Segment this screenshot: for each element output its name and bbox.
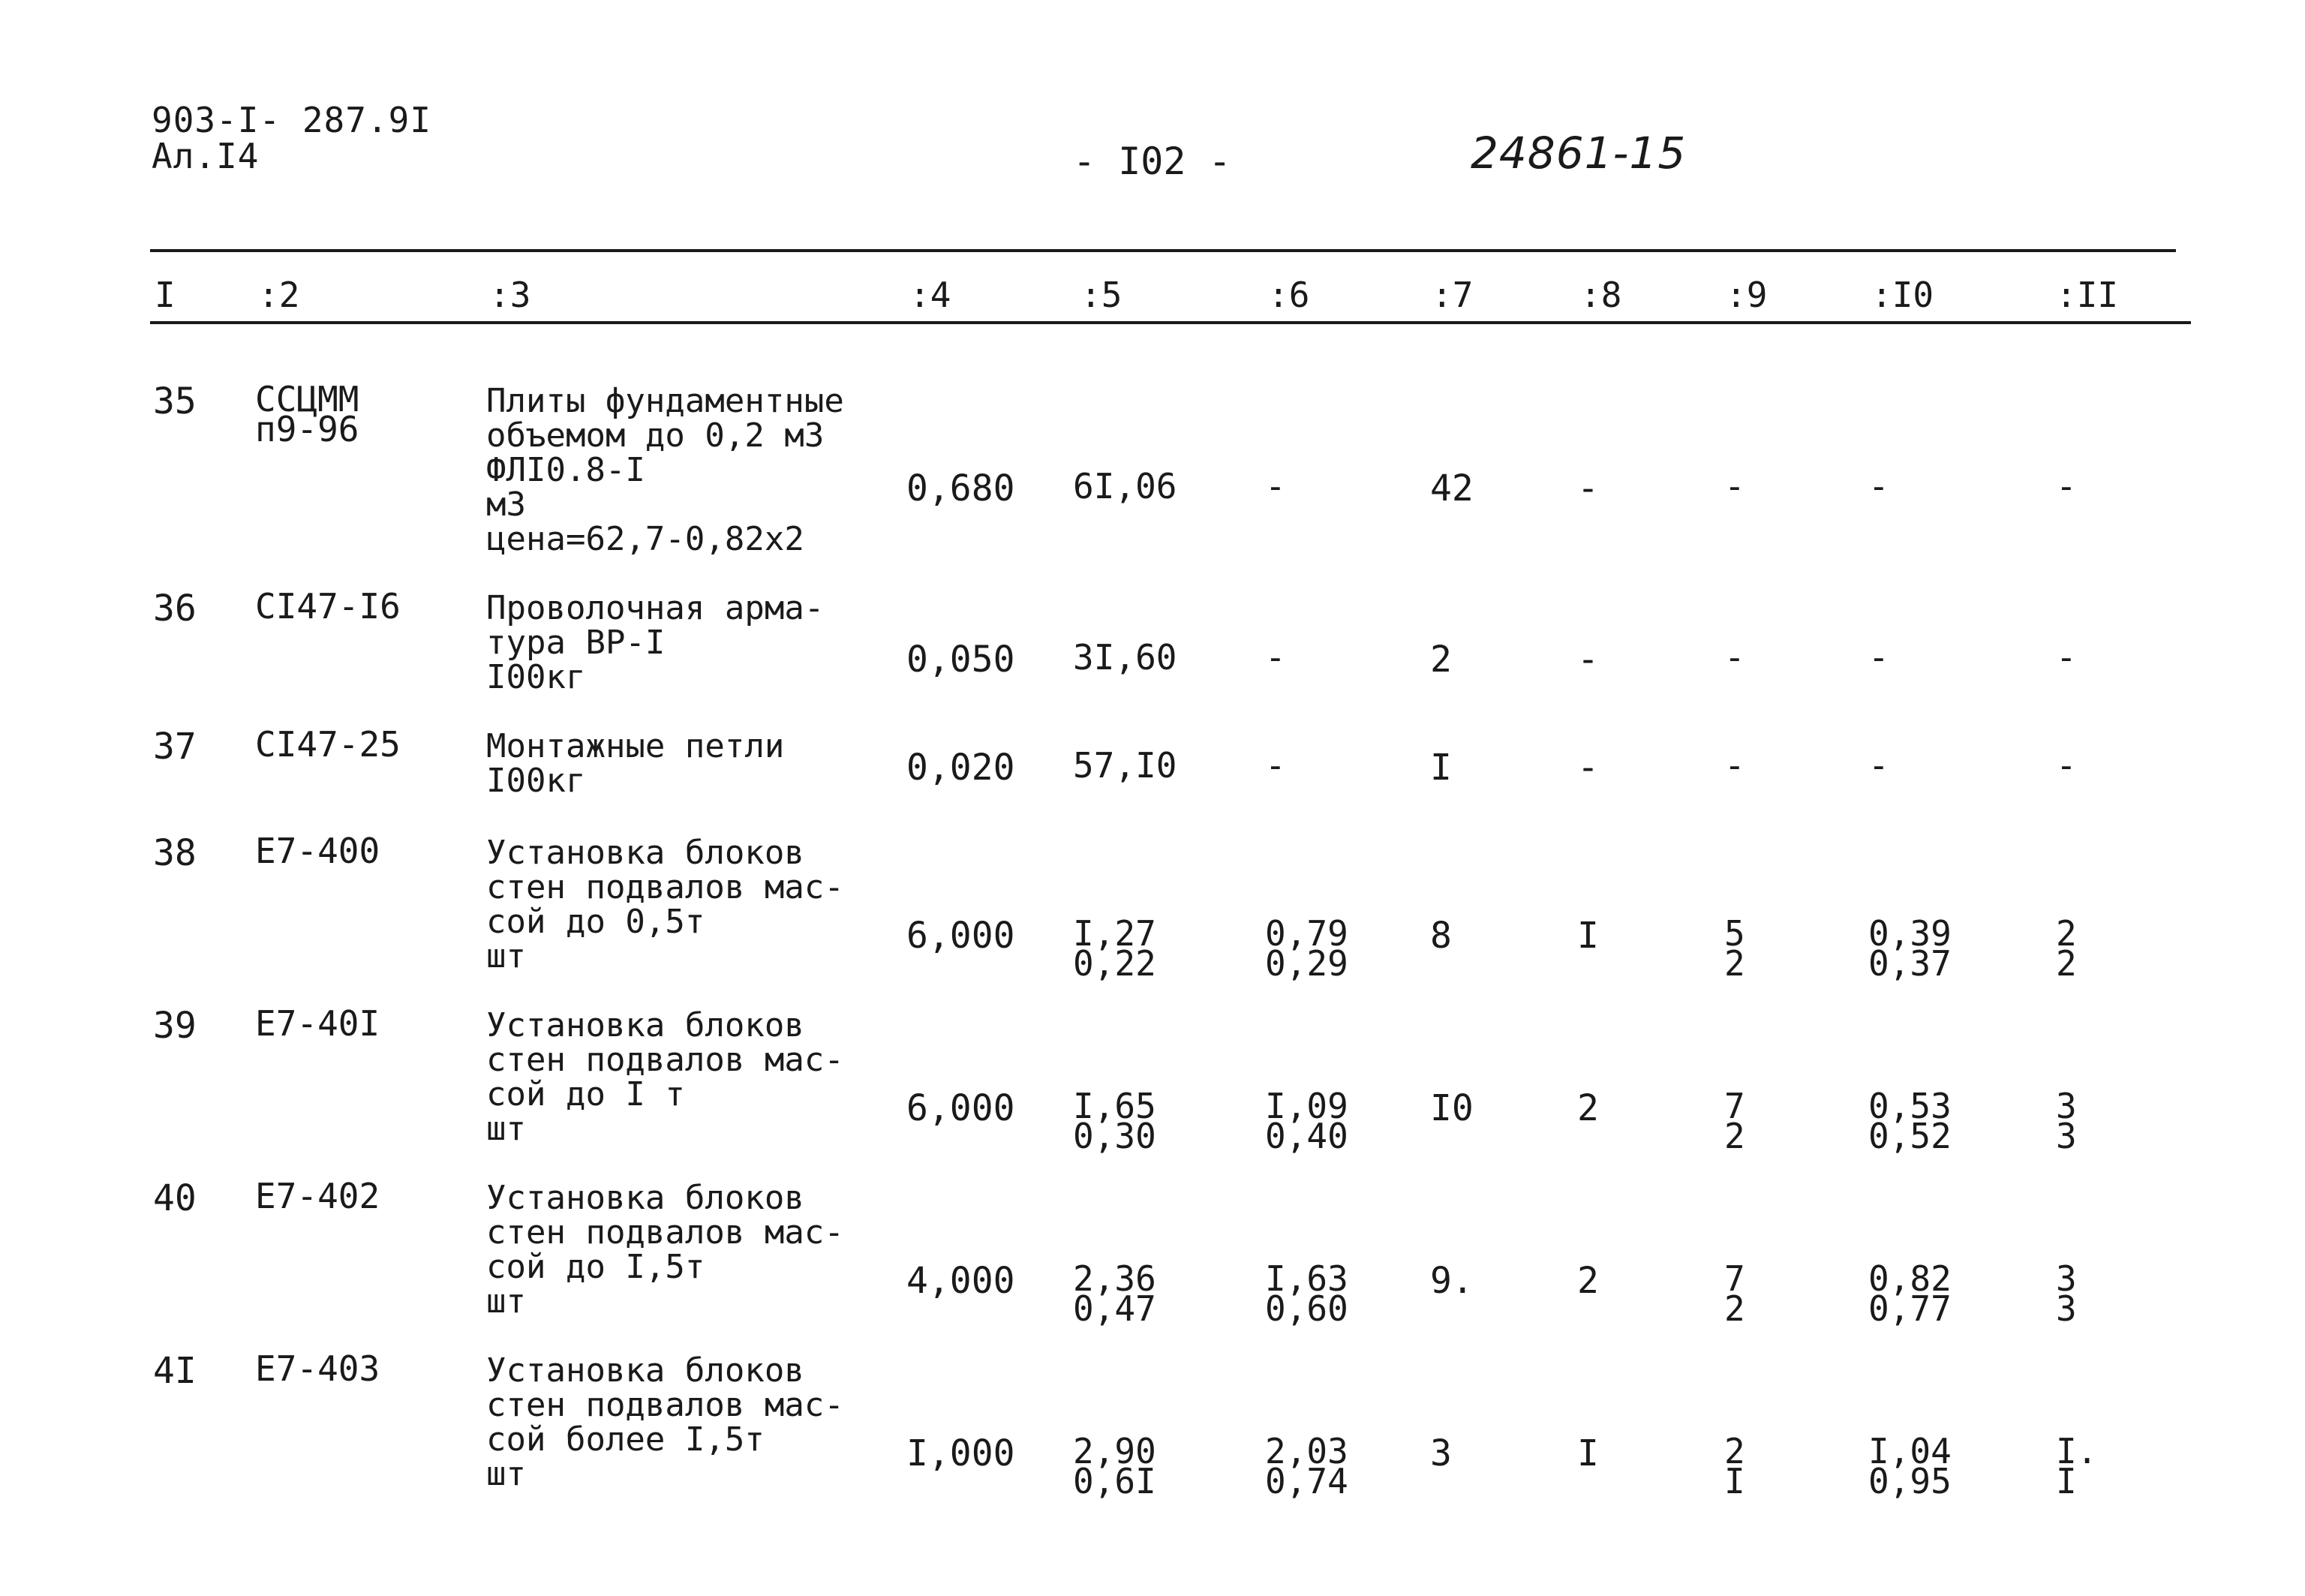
page-number: - I02 -	[1073, 140, 1231, 183]
cell-code	[255, 724, 401, 765]
cell-col9-line: 5	[1724, 913, 1745, 954]
cell-code-line: Е7-400	[255, 831, 380, 871]
cell-col10-line: 0,37	[1868, 943, 1952, 984]
cell-description-line: стен подвалов мас-	[486, 1213, 844, 1252]
cell-col10	[1868, 745, 1889, 786]
cell-code	[255, 1003, 380, 1044]
cell-col8: -	[1577, 639, 1599, 681]
cell-col9-line: 7	[1724, 1258, 1745, 1299]
cell-col6-line: 0,74	[1265, 1461, 1348, 1501]
cell-description-line: тура ВР-I	[486, 624, 666, 662]
cell-col11-line: 3	[2056, 1288, 2077, 1329]
cell-description	[486, 729, 784, 798]
cell-col10	[1868, 637, 1889, 678]
cell-col10-line: -	[1868, 745, 1889, 786]
cell-item-number: 40	[153, 1177, 197, 1219]
cell-quantity: 0,680	[906, 467, 1015, 509]
cell-quantity: 0,020	[906, 747, 1015, 789]
cell-col11-line: I	[2056, 1461, 2077, 1501]
cell-col8: 2	[1577, 1260, 1599, 1302]
cell-quantity: 6,000	[906, 915, 1015, 957]
column-header-5: :5	[1080, 275, 1122, 315]
cell-code	[255, 1348, 380, 1389]
cell-col5-line: 2,90	[1073, 1431, 1156, 1471]
column-header-7: :7	[1432, 275, 1474, 315]
cell-col6-line: 0,79	[1265, 913, 1348, 954]
cell-col6	[1265, 745, 1286, 786]
cell-col7: 42	[1430, 467, 1474, 509]
cell-item-number: 4I	[153, 1350, 197, 1392]
cell-description-line: стен подвалов мас-	[486, 1041, 844, 1079]
cell-col10-line: I,04	[1868, 1431, 1952, 1471]
cell-col9-line: -	[1724, 466, 1745, 506]
cell-col9-line: 2	[1724, 1116, 1745, 1156]
document-code-line1: 903-I- 287.9I	[152, 100, 432, 140]
cell-col9-line: -	[1724, 745, 1745, 786]
cell-col6-line: 0,40	[1265, 1116, 1348, 1156]
cell-code	[255, 586, 401, 627]
cell-col6	[1265, 1086, 1348, 1156]
cell-item-number: 37	[153, 726, 197, 768]
cell-col10	[1868, 913, 1952, 984]
table-header-rule	[150, 321, 2191, 324]
cell-col11-line: -	[2056, 745, 2077, 786]
cell-description-line: Установка блоков	[486, 1351, 804, 1390]
cell-col10	[1868, 1086, 1952, 1156]
cell-col5-line: 57,I0	[1073, 745, 1177, 786]
cell-col10-line: 0,77	[1868, 1288, 1952, 1329]
cell-col5-line: 2,36	[1073, 1258, 1156, 1299]
cell-description-line: сой до I т	[486, 1075, 685, 1114]
cell-code-line: СI47-I6	[255, 586, 401, 627]
cell-col9-line: -	[1724, 637, 1745, 678]
cell-description-line: шт	[486, 1282, 526, 1321]
cell-col9	[1724, 1258, 1745, 1329]
cell-col9	[1724, 637, 1745, 678]
cell-col8: -	[1577, 467, 1599, 509]
column-header-9: :9	[1726, 275, 1768, 315]
cell-col6-line: -	[1265, 745, 1286, 786]
cell-description-line: цена=62,7-0,82х2	[486, 520, 804, 558]
cell-col5-line: 6I,06	[1073, 466, 1177, 506]
column-header-10: :I0	[1871, 275, 1934, 315]
cell-col9-line: I	[1724, 1461, 1745, 1501]
cell-col8: I	[1577, 1432, 1599, 1474]
cell-description-line: сой до I,5т	[486, 1248, 705, 1286]
cell-description	[486, 591, 824, 695]
cell-col8: -	[1577, 747, 1599, 789]
document-code-line2: Ал.I4	[152, 136, 260, 176]
cell-quantity: 4,000	[906, 1260, 1015, 1302]
cell-col7: 2	[1430, 639, 1452, 681]
cell-code-line: Е7-40I	[255, 1003, 380, 1044]
cell-col9	[1724, 745, 1745, 786]
cell-col9-line: 7	[1724, 1086, 1745, 1126]
cell-col6-line: I,09	[1265, 1086, 1348, 1126]
column-header-1: I	[155, 275, 176, 315]
cell-description-line: Установка блоков	[486, 1006, 804, 1044]
cell-code-line: Е7-402	[255, 1176, 380, 1216]
cell-description	[486, 384, 844, 557]
column-header-8: :8	[1580, 275, 1622, 315]
cell-col6-line: 0,29	[1265, 943, 1348, 984]
cell-description-line: стен подвалов мас-	[486, 868, 844, 906]
cell-col9-line: 2	[1724, 1431, 1745, 1471]
cell-col11	[2056, 913, 2077, 984]
cell-description-line: шт	[486, 937, 526, 975]
cell-description-line: Установка блоков	[486, 834, 804, 872]
cell-col6	[1265, 1258, 1348, 1329]
cell-description-line: объемом до 0,2 м3	[486, 416, 825, 455]
cell-col6-line: -	[1265, 466, 1286, 506]
cell-col5	[1073, 745, 1177, 786]
cell-col11-line: -	[2056, 466, 2077, 506]
cell-quantity: 6,000	[906, 1087, 1015, 1129]
cell-code-line: Е7-403	[255, 1348, 380, 1389]
cell-description-line: Монтажные петли	[486, 727, 785, 765]
cell-description-line: шт	[486, 1110, 526, 1148]
cell-col10-line: -	[1868, 637, 1889, 678]
cell-description-line: стен подвалов мас-	[486, 1386, 844, 1424]
cell-item-number: 38	[153, 832, 197, 874]
column-header-6: :6	[1268, 275, 1310, 315]
cell-col11	[2056, 1431, 2098, 1501]
cell-description-line: I00кг	[486, 658, 586, 696]
cell-code	[255, 831, 380, 871]
cell-code-line: СI47-25	[255, 724, 401, 765]
cell-col8: 2	[1577, 1087, 1599, 1129]
cell-col5	[1073, 1258, 1156, 1329]
cell-description-line: Плиты фундаментные	[486, 382, 844, 420]
cell-col7: 8	[1430, 915, 1452, 957]
cell-col5-line: 0,22	[1073, 943, 1156, 984]
cell-col10-line: -	[1868, 466, 1889, 506]
column-header-3: :3	[489, 275, 531, 315]
cell-col11-line: 2	[2056, 943, 2077, 984]
cell-col10-line: 0,53	[1868, 1086, 1952, 1126]
table-top-rule	[150, 249, 2176, 252]
document-code	[152, 102, 431, 174]
cell-col11-line: 3	[2056, 1086, 2077, 1126]
cell-col5	[1073, 466, 1177, 506]
cell-col5-line: 0,47	[1073, 1288, 1156, 1329]
cell-col9-line: 2	[1724, 943, 1745, 984]
cell-col11-line: 3	[2056, 1116, 2077, 1156]
cell-col7: I0	[1430, 1087, 1474, 1129]
cell-description-line: I00кг	[486, 762, 586, 800]
cell-description-line: Проволочная арма-	[486, 589, 825, 627]
cell-description-line: сой более I,5т	[486, 1420, 765, 1459]
cell-col6-line: -	[1265, 637, 1286, 678]
cell-description-line: шт	[486, 1455, 526, 1493]
cell-col5-line: 0,30	[1073, 1116, 1156, 1156]
cell-code-line: п9-96	[255, 409, 359, 449]
cell-col7: 3	[1430, 1432, 1452, 1474]
cell-col11	[2056, 745, 2077, 786]
cell-col11-line: 3	[2056, 1258, 2077, 1299]
cell-quantity: I,000	[906, 1432, 1015, 1474]
cell-col11-line: I.	[2056, 1431, 2098, 1471]
cell-col6-line: 2,03	[1265, 1431, 1348, 1471]
cell-item-number: 39	[153, 1005, 197, 1047]
cell-col6	[1265, 1431, 1348, 1501]
document-number: 24861-15	[1471, 128, 1687, 179]
column-header-4: :4	[909, 275, 951, 315]
cell-description	[486, 1351, 844, 1493]
cell-col7: I	[1430, 747, 1452, 789]
cell-col5-line: 3I,60	[1073, 637, 1177, 678]
cell-col5-line: I,65	[1073, 1086, 1156, 1126]
column-header-11: :II	[2056, 275, 2119, 315]
cell-description-line: м3	[486, 485, 526, 524]
cell-col5	[1073, 1086, 1156, 1156]
cell-description-line: ФЛI0.8-I	[486, 451, 645, 489]
cell-col11	[2056, 637, 2077, 678]
cell-col5	[1073, 913, 1156, 984]
cell-col9	[1724, 1431, 1745, 1501]
cell-col5-line: I,27	[1073, 913, 1156, 954]
cell-col9-line: 2	[1724, 1288, 1745, 1329]
cell-col9	[1724, 1086, 1745, 1156]
cell-col11-line: 2	[2056, 913, 2077, 954]
cell-col5-line: 0,6I	[1073, 1461, 1156, 1501]
cell-col8: I	[1577, 915, 1599, 957]
cell-col9	[1724, 913, 1745, 984]
cell-col6-line: I,63	[1265, 1258, 1348, 1299]
cell-col6	[1265, 913, 1348, 984]
cell-col6-line: 0,60	[1265, 1288, 1348, 1329]
cell-description	[486, 1181, 844, 1319]
cell-description-line: Установка блоков	[486, 1179, 804, 1217]
cell-col11	[2056, 1258, 2077, 1329]
cell-col10	[1868, 1258, 1952, 1329]
column-header-2: :2	[258, 275, 300, 315]
cell-col10-line: 0,82	[1868, 1258, 1952, 1299]
cell-col5	[1073, 1431, 1156, 1501]
cell-quantity: 0,050	[906, 639, 1015, 681]
cell-col10	[1868, 466, 1889, 506]
cell-col6	[1265, 466, 1286, 506]
cell-code	[255, 379, 359, 449]
cell-description	[486, 1008, 844, 1147]
cell-col11	[2056, 1086, 2077, 1156]
cell-col9	[1724, 466, 1745, 506]
cell-col6	[1265, 637, 1286, 678]
cell-item-number: 36	[153, 588, 197, 630]
cell-description-line: сой до 0,5т	[486, 903, 705, 941]
cell-description	[486, 836, 844, 974]
cell-col5	[1073, 637, 1177, 678]
cell-code	[255, 1176, 380, 1216]
cell-col11-line: -	[2056, 637, 2077, 678]
cell-col7: 9.	[1430, 1260, 1474, 1302]
cell-item-number: 35	[153, 380, 197, 422]
cell-col10-line: 0,52	[1868, 1116, 1952, 1156]
cell-col10	[1868, 1431, 1952, 1501]
cell-code-line: ССЦММ	[255, 379, 359, 419]
cell-col10-line: 0,95	[1868, 1461, 1952, 1501]
cell-col11	[2056, 466, 2077, 506]
cell-col10-line: 0,39	[1868, 913, 1952, 954]
